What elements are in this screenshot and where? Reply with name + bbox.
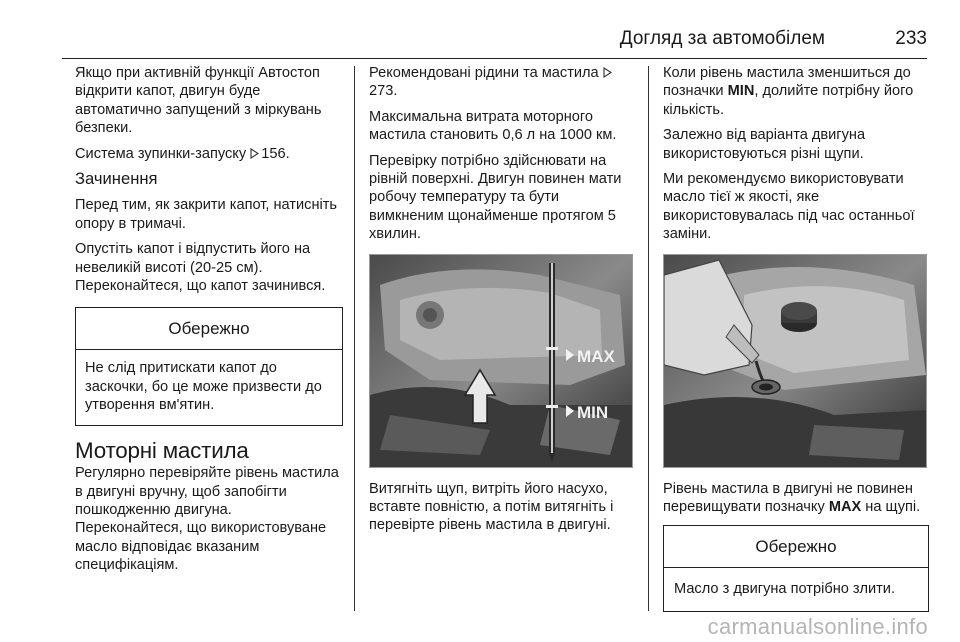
paragraph: Ми рекомендуємо використовувати масло тієї ж якості, яке використовувалась під час останньої заміни.	[663, 171, 915, 243]
header-rule	[62, 58, 927, 59]
page-header	[0, 18, 960, 58]
paragraph: Витягніть щуп, витріть його насухо, вставте повністю, а потім витягніть і перевірте рівень мастила в двигуні.	[369, 480, 614, 534]
paragraph-text: , долийте потрібну його кількість.	[663, 83, 914, 118]
column-3	[663, 64, 929, 612]
column-2	[369, 64, 633, 542]
paragraph	[369, 64, 633, 101]
caution-title: Обережно	[76, 308, 342, 350]
caution-title: Обережно	[664, 526, 928, 568]
caution-text: Масло з двигуна потрібно злити.	[674, 581, 896, 598]
page-ref-arrow-icon	[250, 148, 259, 159]
page-reference[interactable]: 156.	[261, 145, 290, 162]
paragraph-text: Коли рівень мастила зменшиться до позначки	[663, 65, 911, 100]
oil-fill-figure	[663, 254, 927, 468]
caution-box	[75, 307, 343, 425]
paragraph	[663, 480, 929, 517]
watermark: carmanualsonline.info	[707, 614, 928, 639]
paragraph: Регулярно перевіряйте рівень мастила в двигуні вручну, щоб запобігти пошкодженню двигуна. Переконайтеся, що використовуване масло відповідає вказаним специфікаціям.	[75, 465, 339, 574]
paragraph	[663, 64, 929, 119]
paragraph: Опустіть капот і відпустить його на невеликій висоті (20-25 см). Переконайтеся, що капот зачинився.	[75, 241, 326, 295]
page-ref-arrow-icon	[603, 67, 612, 78]
min-mark-text: MIN	[727, 83, 755, 100]
paragraph: Якщо при активній функції Автостоп відкрити капот, двигун буде автоматично запущений з міркувань безпеки.	[75, 65, 322, 137]
caution-box	[663, 525, 929, 611]
column-divider	[648, 66, 649, 611]
paragraph-text: Рекомендовані рідини та мастила	[369, 65, 603, 81]
paragraph: Перед тим, як закрити капот, натисніть опору в тримачі.	[75, 197, 338, 232]
dipstick-figure	[369, 254, 633, 468]
section-title: Моторні мастила	[75, 437, 249, 463]
header-title: Догляд за автомобілем	[619, 28, 825, 49]
paragraph-text: Рівень мастила в двигуні не повинен перевищувати позначку	[663, 480, 913, 516]
column-divider	[354, 66, 355, 611]
caution-text: Не слід притискати капот до заскочки, бо це може призвести до утворення вм'ятин.	[85, 360, 322, 414]
paragraph: Максимальна витрата моторного мастила становить 0,6 л на 1000 км.	[369, 108, 617, 144]
max-mark-text: MAX	[828, 499, 862, 516]
column-1	[75, 64, 343, 582]
page-reference[interactable]: 273.	[369, 83, 398, 100]
oil-filling-illustration	[664, 255, 927, 467]
min-label: MIN	[577, 402, 609, 422]
engine-dipstick-illustration	[370, 255, 633, 467]
paragraph-text: Система зупинки-запуску	[75, 145, 251, 162]
max-label: MAX	[577, 346, 615, 366]
paragraph: Залежно від варіанта двигуна використовуються різні щупи.	[663, 127, 866, 162]
paragraph: Перевірку потрібно здійснювати на рівній поверхні. Двигун повинен мати робочу температуру та бути вимкненим щонайменше протягом 5 хвилин.	[369, 152, 622, 243]
paragraph-text: на щупі.	[861, 499, 921, 516]
heading-closing: Зачинення	[75, 169, 158, 189]
paragraph	[75, 145, 343, 163]
page-number: 233	[895, 28, 927, 49]
